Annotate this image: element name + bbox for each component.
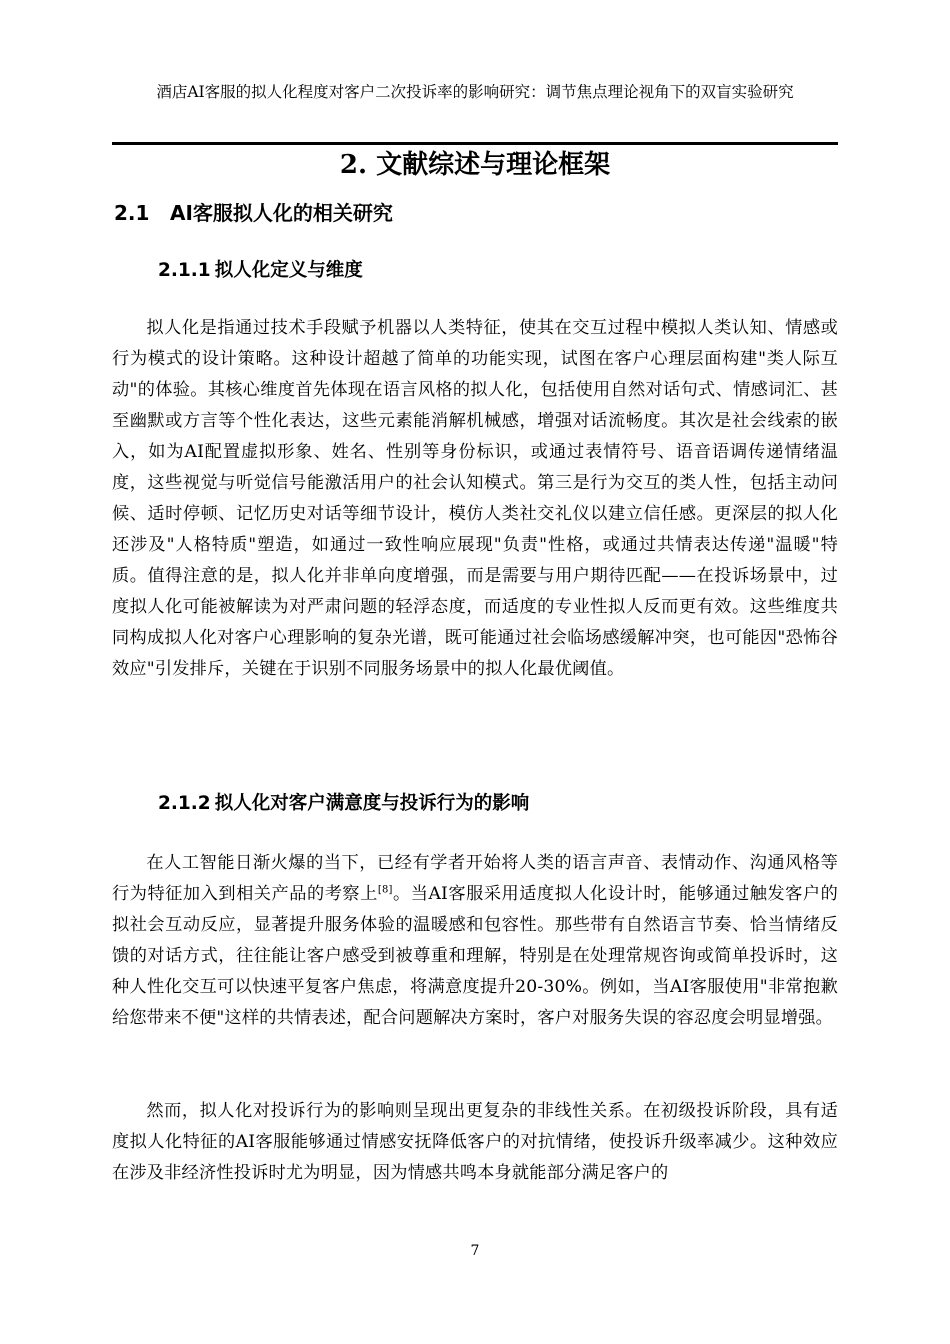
subsection-number: 2.1.1 [158,260,211,281]
chapter-title: 2. 文献综述与理论框架 [339,150,611,180]
section-heading-2-1 [114,197,393,229]
subsection-title: 拟人化定义与维度 [214,260,363,281]
body-paragraph: 然而，拟人化对投诉行为的影响则呈现出更复杂的非线性关系。在初级投诉阶段，具有适度拟人化特征的AI客服能够通过情感安抚降低客户的对抗情绪，使投诉升级率减少。这种效应在涉及非经济性投诉时尤为明显，因为情感共鸣本身就能部分满足客户的 [112,1101,838,1183]
body-paragraph [112,848,838,1034]
section-number: 2.1 [114,201,150,225]
running-header: 酒店AI客服的拟人化程度对客户二次投诉率的影响研究：调节焦点理论视角下的双盲实验研究 [156,83,794,101]
subsection-heading-2-1-2 [158,789,529,819]
subsection-number: 2.1.2 [158,793,211,814]
body-paragraph: 拟人化是指通过技术手段赋予机器以人类特征，使其在交互过程中模拟人类认知、情感或行为模式的设计策略。这种设计超越了简单的功能实现，试图在客户心理层面构建"类人际互动"的体验。其核心维度首先体现在语言风格的拟人化，包括使用自然对话句式、情感词汇、甚至幽默或方言等个性化表达，这些元素能消解机械感，增强对话流畅度。其次是社会线索的嵌入，如为AI配置虚拟形象、姓名、性别等身份标识，或通过表情符号、语音语调传递情绪温度，这些视觉与听觉信号能激活用户的社会认知模式。第三是行为交互的类人性，包括主动问候、适时停顿、记忆历史对话等细节设计，模仿人类社交礼仪以建立信任感。更深层的拟人化还涉及"人格特质"塑造，如通过一致性响应展现"负责"性格，或通过共情表达传递"温暖"特质。值得注意的是，拟人化并非单向度增强，而是需要与用户期待匹配——在投诉场景中，过度拟人化可能被解读为对严肃问题的轻浮态度，而适度的专业性拟人反而更有效。这些维度共同构成拟人化对客户心理影响的复杂光谱，既可能通过社会临场感缓解冲突，也可能因"恐怖谷效应"引发排斥，关键在于识别不同服务场景中的拟人化最优阈值。 [112,318,838,679]
subsection-heading-2-1-1 [158,256,363,286]
paragraph-text: 。当AI客服采用适度拟人化设计时，能够通过触发客户的拟社会互动反应，显著提升服务体验的温暖感和包容性。那些带有自然语言节奏、恰当情绪反馈的对话方式，往往能让客户感受到被尊重和理解，特别是在处理常规咨询或简单投诉时，这种人性化交互可以快速平复客户焦虑，将满意度提升20-30%。例如，当AI客服使用"非常抱歉给您带来不便"这样的共情表述，配合问题解决方案时，客户对服务失误的容忍度会明显增强。 [112,884,838,1028]
subsection-title: 拟人化对客户满意度与投诉行为的影响 [214,793,530,814]
page-number: 7 [470,1243,480,1259]
paragraph-text: 在人工智能日渐火爆的当下，已经有学者开始将人类的语言声音、表情动作、沟通风格等行为特征加入到相关产品的考察上 [112,853,838,904]
citation-reference[interactable]: [8] [377,884,393,896]
section-title: AI客服拟人化的相关研究 [170,201,393,225]
